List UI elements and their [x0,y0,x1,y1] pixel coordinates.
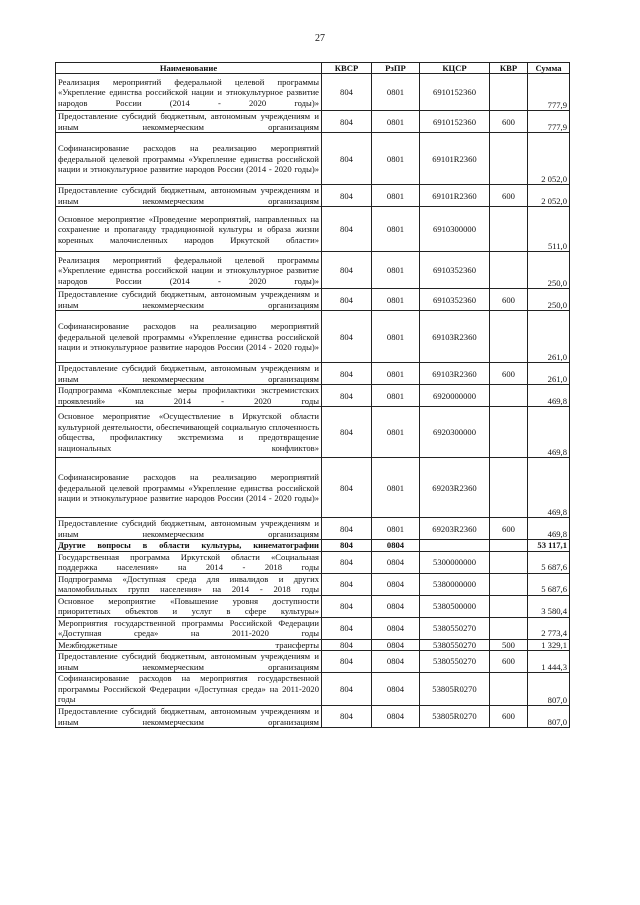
cell-kvr: 600 [490,111,528,133]
cell-kvsr: 804 [322,518,372,540]
cell-kcsr: 6920000000 [420,385,490,407]
cell-sum: 250,0 [528,289,570,311]
cell-kvr [490,385,528,407]
table-body [56,74,570,728]
cell-name: Основное мероприятие «Осуществление в Иркутской области культурной деятельности, обеспечивающей социальную сплоченность общества, профилактику экстремизма и предотвращение национальных конфликтов» [56,407,322,458]
table-row [56,311,570,363]
budget-table [55,62,570,728]
cell-name: Софинансирование расходов на реализацию мероприятий федеральной целевой программы «Укрепление единства российской нации и этнокультурное развитие народов России (2014 - 2020 годы)» [56,458,322,518]
header-kvsr: КВСР [322,63,372,74]
cell-name: Предоставление субсидий бюджетным, автономным учреждениям и иным некоммерческим организациям [56,185,322,207]
table-row [56,706,570,728]
cell-sum: 2 773,4 [528,617,570,639]
cell-kvsr: 804 [322,639,372,650]
cell-sum: 261,0 [528,363,570,385]
cell-name: Предоставление субсидий бюджетным, автономным учреждениям и иным некоммерческим организациям [56,363,322,385]
cell-kvsr: 804 [322,595,372,617]
cell-name: Предоставление субсидий бюджетным, автономным учреждениям и иным некоммерческим организациям [56,518,322,540]
cell-kvr [490,207,528,252]
cell-sum: 777,9 [528,74,570,111]
cell-kvsr: 804 [322,207,372,252]
cell-name: Подпрограмма «Доступная среда для инвалидов и других маломобильных групп населения» на 2014 - 2018 годы [56,573,322,595]
cell-kcsr: 5380500000 [420,595,490,617]
cell-kvr: 600 [490,518,528,540]
cell-kvsr: 804 [322,363,372,385]
table-row [56,289,570,311]
cell-sum: 53 117,1 [528,540,570,551]
cell-name: Межбюджетные трансферты [56,639,322,650]
cell-name: Предоставление субсидий бюджетным, автономным учреждениям и иным некоммерческим организациям [56,706,322,728]
cell-rzpr: 0801 [372,407,420,458]
cell-sum: 5 687,6 [528,573,570,595]
cell-kvsr: 804 [322,311,372,363]
cell-kvr [490,311,528,363]
cell-name: Основное мероприятие «Повышение уровня доступности приоритетных объектов и услуг в сфере культуры» [56,595,322,617]
cell-rzpr: 0804 [372,573,420,595]
cell-sum: 807,0 [528,673,570,706]
cell-name: Основное мероприятие «Проведение мероприятий, направленных на сохранение и пропаганду традиционной культуры и образа жизни коренных малочисленных народов Иркутской области» [56,207,322,252]
table-row [56,185,570,207]
header-rzpr: РзПР [372,63,420,74]
cell-sum: 1 444,3 [528,651,570,673]
cell-name: Софинансирование расходов на мероприятия государственной программы Российской Федерации «Доступная среда» на 2011-2020 годы [56,673,322,706]
cell-kvr [490,551,528,573]
cell-kcsr: 69203R2360 [420,458,490,518]
cell-kvsr: 804 [322,540,372,551]
cell-kvr [490,407,528,458]
cell-name: Другие вопросы в области культуры, кинематографии [56,540,322,551]
cell-rzpr: 0801 [372,74,420,111]
cell-rzpr: 0801 [372,458,420,518]
cell-sum: 3 580,4 [528,595,570,617]
table-row [56,407,570,458]
cell-kvsr: 804 [322,289,372,311]
cell-rzpr: 0804 [372,639,420,650]
cell-sum: 807,0 [528,706,570,728]
cell-kvr [490,617,528,639]
table-row [56,458,570,518]
cell-kcsr: 5300000000 [420,551,490,573]
cell-sum: 1 329,1 [528,639,570,650]
cell-kvsr: 804 [322,252,372,289]
table-row [56,617,570,639]
table-row [56,385,570,407]
cell-kcsr: 69203R2360 [420,518,490,540]
cell-rzpr: 0801 [372,133,420,185]
cell-rzpr: 0801 [372,207,420,252]
cell-sum: 469,8 [528,385,570,407]
cell-sum: 469,8 [528,518,570,540]
table-row [56,639,570,650]
cell-kcsr: 6910300000 [420,207,490,252]
cell-kvr [490,573,528,595]
cell-name: Предоставление субсидий бюджетным, автономным учреждениям и иным некоммерческим организациям [56,289,322,311]
cell-sum: 2 052,0 [528,185,570,207]
cell-kvr [490,74,528,111]
table-row [56,573,570,595]
cell-kvsr: 804 [322,458,372,518]
table-row [56,252,570,289]
cell-kvsr: 804 [322,74,372,111]
cell-kvsr: 804 [322,111,372,133]
table-row [56,518,570,540]
cell-rzpr: 0804 [372,595,420,617]
cell-sum: 261,0 [528,311,570,363]
cell-rzpr: 0804 [372,551,420,573]
table-row [56,673,570,706]
cell-name: Подпрограмма «Комплексные меры профилактики экстремистских проявлений» на 2014 - 2020 годы [56,385,322,407]
cell-kvr [490,595,528,617]
cell-kcsr: 69101R2360 [420,133,490,185]
table-row [56,551,570,573]
cell-name: Софинансирование расходов на реализацию мероприятий федеральной целевой программы «Укрепление единства российской нации и этнокультурное развитие народов России (2014 - 2020 годы)» [56,133,322,185]
cell-kvr [490,673,528,706]
cell-sum: 250,0 [528,252,570,289]
cell-sum: 5 687,6 [528,551,570,573]
cell-rzpr: 0801 [372,185,420,207]
cell-name: Предоставление субсидий бюджетным, автономным учреждениям и иным некоммерческим организациям [56,651,322,673]
cell-name: Государственная программа Иркутской области «Социальная поддержка населения» на 2014 - 2018 годы [56,551,322,573]
table-row [56,207,570,252]
cell-kvsr: 804 [322,651,372,673]
cell-kcsr: 6910352360 [420,289,490,311]
cell-name: Предоставление субсидий бюджетным, автономным учреждениям и иным некоммерческим организациям [56,111,322,133]
cell-kcsr: 69101R2360 [420,185,490,207]
cell-rzpr: 0804 [372,651,420,673]
cell-rzpr: 0801 [372,252,420,289]
cell-rzpr: 0801 [372,311,420,363]
cell-kvsr: 804 [322,617,372,639]
cell-rzpr: 0801 [372,111,420,133]
header-kvr: КВР [490,63,528,74]
cell-kvr: 500 [490,639,528,650]
cell-kcsr: 5380550270 [420,651,490,673]
cell-sum: 511,0 [528,207,570,252]
cell-rzpr: 0801 [372,363,420,385]
cell-sum: 2 052,0 [528,133,570,185]
cell-sum: 777,9 [528,111,570,133]
cell-rzpr: 0801 [372,385,420,407]
cell-kcsr: 6910152360 [420,74,490,111]
cell-name: Софинансирование расходов на реализацию мероприятий федеральной целевой программы «Укрепление единства российской нации и этнокультурное развитие народов России (2014 - 2020 годы)» [56,311,322,363]
cell-kvr: 600 [490,185,528,207]
cell-kcsr: 6920300000 [420,407,490,458]
cell-name: Реализация мероприятий федеральной целевой программы «Укрепление единства российской нации и этнокультурное развитие народов России (2014 - 2020 годы)» [56,74,322,111]
cell-kvsr: 804 [322,133,372,185]
cell-kvsr: 804 [322,407,372,458]
cell-kcsr: 5380550270 [420,617,490,639]
cell-kcsr: 5380000000 [420,573,490,595]
cell-kcsr: 5380550270 [420,639,490,650]
cell-name: Мероприятия государственной программы Российской Федерации «Доступная среда» на 2011-2020 годы [56,617,322,639]
cell-kvsr: 804 [322,551,372,573]
cell-rzpr: 0801 [372,289,420,311]
table-row [56,540,570,551]
header-sum: Сумма [528,63,570,74]
cell-rzpr: 0801 [372,518,420,540]
table-row [56,111,570,133]
table-row [56,595,570,617]
cell-kvr [490,540,528,551]
table-row [56,133,570,185]
cell-kvr: 600 [490,651,528,673]
cell-sum: 469,8 [528,458,570,518]
cell-kvr: 600 [490,706,528,728]
cell-kcsr: 53805R0270 [420,673,490,706]
cell-kcsr: 69103R2360 [420,363,490,385]
cell-kvsr: 804 [322,673,372,706]
cell-rzpr: 0804 [372,706,420,728]
cell-kvsr: 804 [322,385,372,407]
cell-rzpr: 0804 [372,673,420,706]
cell-kcsr [420,540,490,551]
table-row [56,363,570,385]
cell-kvr: 600 [490,363,528,385]
table-row [56,651,570,673]
cell-kcsr: 6910152360 [420,111,490,133]
table-header-row [56,63,570,74]
cell-kcsr: 53805R0270 [420,706,490,728]
cell-sum: 469,8 [528,407,570,458]
cell-rzpr: 0804 [372,540,420,551]
cell-name: Реализация мероприятий федеральной целевой программы «Укрепление единства российской нации и этнокультурное развитие народов России (2014 - 2020 годы)» [56,252,322,289]
header-kcsr: КЦСР [420,63,490,74]
table-row [56,74,570,111]
cell-kvsr: 804 [322,185,372,207]
cell-kcsr: 6910352360 [420,252,490,289]
cell-kvr [490,133,528,185]
page-number: 27 [315,33,325,44]
cell-kvr [490,252,528,289]
cell-kvr: 600 [490,289,528,311]
cell-kvr [490,458,528,518]
cell-kcsr: 69103R2360 [420,311,490,363]
header-name: Наименование [56,63,322,74]
cell-kvsr: 804 [322,573,372,595]
cell-rzpr: 0804 [372,617,420,639]
cell-kvsr: 804 [322,706,372,728]
